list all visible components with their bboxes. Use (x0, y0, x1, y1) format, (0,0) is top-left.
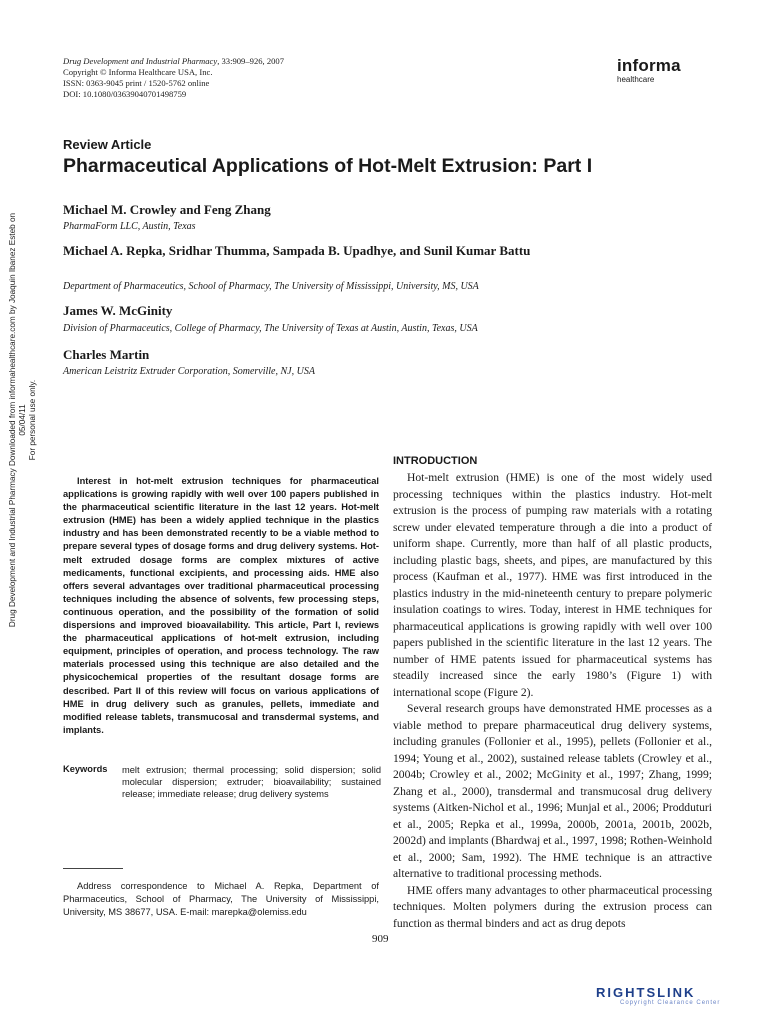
informa-logo (617, 57, 681, 84)
keywords (63, 764, 381, 800)
rightslink-sub: Copyright Clearance Center (620, 1000, 721, 1006)
intro-paragraph-1: Hot-melt extrusion (HME) is one of the most widely used processing techniques within the plastics industry. Hot-melt extrusion is the process of pumping raw materials with a rotating screw under elevated temperature through a die into a product of uniform shape. Currently, more than half of all plastic products, including plastic bags, sheets, and pipes, are manufactured by this process (Kaufman et al., 1977). HME was first introduced in the plastics industry in the mid-nineteenth century to prepare polymeric insulation coatings to wires. Today, interest in HME techniques for pharmaceutical applications is growing rapidly with well over 100 papers published in the scientific literature in the last 12 years. The number of HME patents issued for pharmaceutical systems has steadily increased since the early 1980’s (Figure 1) with international scope (Figure 2). (393, 471, 712, 699)
author-group-4: Charles Martin (63, 347, 150, 362)
journal-info (63, 56, 284, 100)
correspondence-text: Address correspondence to Michael A. Repka, Department of Pharmaceutics, School of Pharmacy, The University of Mississippi, University, MS 38677, USA. E-mail: marepka@olemiss.edu (63, 881, 379, 918)
footnote-divider (63, 868, 123, 869)
introduction-body (393, 470, 712, 932)
author-group-2: Michael A. Repka, Sridhar Thumma, Sampada B. Upadhye, and Sunil Kumar Battu (63, 243, 531, 258)
rightslink-word: RIGHTSLINK (596, 985, 696, 1000)
article-title: Pharmaceutical Applications of Hot-Melt Extrusion: Part I (63, 155, 593, 177)
affiliation-1: PharmaForm LLC, Austin, Texas (63, 221, 196, 232)
intro-paragraph-3: HME offers many advantages to other pharmaceutical processing techniques. Molten polymers during the extrusion process can function as thermal binders and act as drug depots (393, 883, 712, 930)
affiliation-3: Division of Pharmaceutics, College of Pharmacy, The University of Texas at Austin, Austin, Texas, USA (63, 323, 478, 334)
copyright-line: Copyright © Informa Healthcare USA, Inc. (63, 67, 213, 77)
logo-word: informa (617, 56, 681, 75)
author-group-1: Michael M. Crowley and Feng Zhang (63, 202, 271, 217)
doi-line: DOI: 10.1080/03639040701498759 (63, 89, 187, 99)
correspondence-address (63, 880, 379, 920)
page-number: 909 (372, 933, 389, 945)
journal-citation: , 33:909–926, 2007 (217, 56, 285, 66)
introduction-heading: INTRODUCTION (393, 455, 478, 467)
logo-sub: healthcare (617, 75, 655, 84)
keywords-label: Keywords (63, 764, 108, 774)
affiliation-4: American Leistritz Extruder Corporation, Somerville, NJ, USA (63, 366, 315, 377)
intro-paragraph-2: Several research groups have demonstrated HME processes as a viable method to prepare pharmaceutical drug delivery systems, including granules (Follonier et al., 1995), pellets (Follonier et al., 1994; Young et al., 2002), sustained release tablets (Crowley et al., 2004b; Crowley et al., 2002; McGinity et al., 1997; Zhang, 1999; Zhang et al., 2000), transdermal and transmucosal drug delivery systems (Aitken-Nichol et al., 1996; Munjal et al., 2006; Prodduturi et al., 2005; Repka et al., 1999a, 2000b, 2001a, 2001b, 2002b, 2002d) and implants (Bhardwaj et al., 1997, 1998; Rothen-Weinhold et al., 2000; Sam, 1992). The HME technique is an attractive alternative to traditional processing methods. (393, 702, 712, 880)
affiliation-2: Department of Pharmaceutics, School of Pharmacy, The University of Mississippi, University, MS, USA (63, 281, 479, 292)
keywords-value: melt extrusion; thermal processing; solid dispersion; solid molecular dispersion; extruder; bioavailability; sustained release; immediate release; drug delivery systems (122, 765, 381, 799)
issn-line: ISSN: 0363-9045 print / 1520-5762 online (63, 78, 210, 88)
article-type: Review Article (63, 137, 152, 152)
rightslink-logo[interactable] (596, 985, 720, 1006)
download-notice-line1: Drug Development and Industrial Pharmacy Downloaded from informahealthcare.com by Joaquin Ibanez Esteb on 05/04/11 (8, 212, 27, 628)
abstract-text: Interest in hot-melt extrusion techniques for pharmaceutical applications is growing rapidly with well over 100 papers published in the pharmaceutical scientific literature in the last 12 years. Hot-melt extrusion (HME) has been a widely applied technique in the plastics industry and has been demonstrated recently to be a viable method to prepare several types of dosage forms and drug delivery systems. Hot-melt extruded dosage forms are complex mixtures of active medicaments, functional excipients, and processing aids. HME also offers several advantages over traditional pharmaceutical processing techniques including the absence of solvents, few processing steps, continuous operation, and the possibility of the formation of solid dispersions and improved bioavailability. This article, Part I, reviews the pharmaceutical applications of hot-melt extrusion, including equipment, principles of operation, and process technology. The raw materials processed using this technique are also detailed and the physicochemical properties of the resultant dosage forms are described. Part II of this review will focus on various applications of HME in drug delivery such as granules, pellets, immediate and modified release tablets, transmucosal and transdermal systems, and implants. (63, 476, 379, 735)
download-notice (8, 200, 38, 640)
download-notice-line2: For personal use only. (28, 379, 37, 461)
journal-name: Drug Development and Industrial Pharmacy (63, 56, 218, 66)
abstract (63, 475, 379, 737)
author-group-3: James W. McGinity (63, 303, 173, 318)
